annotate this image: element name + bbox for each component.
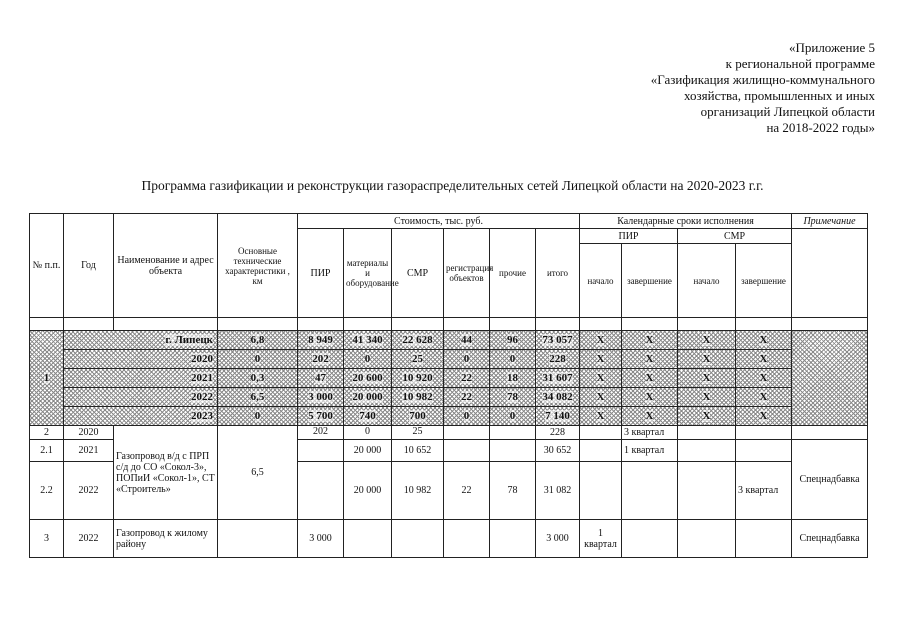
summary-row — [30, 369, 868, 388]
table-row — [30, 426, 868, 440]
summary-label: г. Липецк — [64, 331, 218, 350]
blank-cell — [536, 318, 580, 331]
row-num: 2.2 — [30, 462, 64, 520]
cell-registration — [444, 440, 490, 462]
header-pir-finish: завершение — [622, 244, 678, 318]
header-year: Год — [64, 214, 114, 318]
header-pir-start: начало — [580, 244, 622, 318]
summary-row — [30, 350, 868, 369]
header-smr: СМР — [392, 229, 444, 318]
cell-pir-finish — [622, 520, 678, 558]
header-calendar: Календарные сроки исполнения — [580, 214, 792, 229]
cell-materials: 20 000 — [344, 462, 392, 520]
cell-smr: 10 982 — [392, 462, 444, 520]
summary-other: 18 — [490, 369, 536, 388]
header-note: Примечание — [792, 214, 868, 229]
summary-smr: 10 982 — [392, 388, 444, 407]
summary-other: 0 — [490, 350, 536, 369]
cell-smr-finish: 3 квартал — [736, 462, 792, 520]
summary-smr: 22 628 — [392, 331, 444, 350]
header-cost: Стоимость, тыс. руб. — [298, 214, 580, 229]
summary-label: 2021 — [64, 369, 218, 388]
row-year: 2022 — [64, 462, 114, 520]
cell-pir-finish: 3 квартал — [622, 426, 678, 440]
header-other: прочие — [490, 229, 536, 318]
summary-smr-finish: X — [736, 331, 792, 350]
summary-smr-finish: X — [736, 388, 792, 407]
summary-pir-start: X — [580, 331, 622, 350]
cell-note: Спецнадбавка — [792, 520, 868, 558]
summary-pir: 202 — [298, 350, 344, 369]
blank-cell — [490, 318, 536, 331]
summary-label: 2022 — [64, 388, 218, 407]
summary-registration: 22 — [444, 369, 490, 388]
summary-total: 34 082 — [536, 388, 580, 407]
cell-registration — [444, 426, 490, 440]
blank-cell — [64, 318, 114, 331]
row-num: 3 — [30, 520, 64, 558]
summary-smr-start: X — [678, 331, 736, 350]
row-num: 2.1 — [30, 440, 64, 462]
object-name: Газопровод к жилому району — [114, 520, 218, 558]
summary-other: 96 — [490, 331, 536, 350]
summary-total: 7 140 — [536, 407, 580, 426]
document-title: Программа газификации и реконструкции газораспределительных сетей Липецкой области на 2020-2023 г.г. — [141, 178, 764, 193]
header-name: Наименование и адрес объекта — [114, 214, 218, 318]
appendix-line: на 2018-2022 годы» — [766, 120, 875, 135]
blank-cell — [792, 318, 868, 331]
cell-pir — [298, 462, 344, 520]
summary-num: 1 — [30, 331, 64, 426]
blank-cell — [678, 318, 736, 331]
appendix-line: «Газификация жилищно-коммунального — [650, 72, 875, 87]
header-calendar-smr: СМР — [678, 229, 792, 244]
summary-label: 2023 — [64, 407, 218, 426]
summary-char: 0 — [218, 407, 298, 426]
cell-pir: 202 — [298, 426, 344, 440]
cell-pir: 3 000 — [298, 520, 344, 558]
cell-smr-start — [678, 520, 736, 558]
summary-pir: 5 700 — [298, 407, 344, 426]
summary-row — [30, 407, 868, 426]
summary-pir-start: X — [580, 350, 622, 369]
summary-smr-finish: X — [736, 369, 792, 388]
row-year: 2022 — [64, 520, 114, 558]
summary-smr-finish: X — [736, 407, 792, 426]
blank-cell — [298, 318, 344, 331]
cell-registration — [444, 520, 490, 558]
summary-label: 2020 — [64, 350, 218, 369]
header-smr-start: начало — [678, 244, 736, 318]
cell-materials: 0 — [344, 426, 392, 440]
cell-pir-finish: 1 квартал — [622, 440, 678, 462]
summary-pir-start: X — [580, 369, 622, 388]
header-registration: регистрация объектов — [444, 229, 490, 318]
blank-cell — [444, 318, 490, 331]
cell-pir-start — [580, 426, 622, 440]
summary-total: 31 607 — [536, 369, 580, 388]
summary-other: 0 — [490, 407, 536, 426]
cell-smr-finish — [736, 426, 792, 440]
summary-smr-start: X — [678, 369, 736, 388]
summary-note — [792, 331, 868, 426]
summary-pir-finish: X — [622, 369, 678, 388]
row-num: 2 — [30, 426, 64, 440]
blank-cell — [622, 318, 678, 331]
summary-materials: 20 600 — [344, 369, 392, 388]
blank-cell — [30, 318, 64, 331]
appendix-line: организаций Липецкой области — [700, 104, 875, 119]
summary-smr-start: X — [678, 350, 736, 369]
summary-total: 73 057 — [536, 331, 580, 350]
row-year: 2021 — [64, 440, 114, 462]
summary-registration: 44 — [444, 331, 490, 350]
summary-char: 0,3 — [218, 369, 298, 388]
cell-smr: 25 — [392, 426, 444, 440]
summary-char: 6,5 — [218, 388, 298, 407]
cell-smr-finish — [736, 440, 792, 462]
summary-registration: 0 — [444, 350, 490, 369]
appendix-line: «Приложение 5 — [788, 40, 875, 55]
cell-total: 228 — [536, 426, 580, 440]
summary-smr-start: X — [678, 407, 736, 426]
summary-registration: 22 — [444, 388, 490, 407]
header-smr-finish: завершение — [736, 244, 792, 318]
summary-row — [30, 331, 868, 350]
summary-smr-finish: X — [736, 350, 792, 369]
blank-cell — [114, 318, 218, 331]
object-characteristics: 6,5 — [218, 426, 298, 520]
blank-cell — [736, 318, 792, 331]
appendix-line: хозяйства, промышленных и иных — [684, 88, 875, 103]
blank-cell — [344, 318, 392, 331]
appendix-note — [651, 40, 875, 136]
header-num: № п.п. — [30, 214, 64, 318]
summary-pir-finish: X — [622, 350, 678, 369]
cell-registration: 22 — [444, 462, 490, 520]
cell-total: 30 652 — [536, 440, 580, 462]
cell-pir-finish — [622, 462, 678, 520]
summary-pir-finish: X — [622, 388, 678, 407]
summary-smr-start: X — [678, 388, 736, 407]
header-pir: ПИР — [298, 229, 344, 318]
blank-cell — [580, 318, 622, 331]
cell-other — [490, 426, 536, 440]
header-note-blank — [792, 229, 868, 318]
object-name: Газопровод в/д с ПРП с/д до СО «Сокол-3», ПОПиИ «Сокол-1», СТ «Строитель» — [114, 426, 218, 520]
cell-smr-start — [678, 426, 736, 440]
blank-cell — [392, 318, 444, 331]
cell-pir-start — [580, 440, 622, 462]
summary-pir: 3 000 — [298, 388, 344, 407]
cell-smr: 10 652 — [392, 440, 444, 462]
summary-pir-finish: X — [622, 407, 678, 426]
summary-pir-start: X — [580, 407, 622, 426]
row-year: 2020 — [64, 426, 114, 440]
summary-smr: 25 — [392, 350, 444, 369]
cell-smr-finish — [736, 520, 792, 558]
summary-materials: 0 — [344, 350, 392, 369]
summary-pir-start: X — [580, 388, 622, 407]
summary-pir: 47 — [298, 369, 344, 388]
gasification-table — [29, 213, 868, 558]
summary-pir-finish: X — [622, 331, 678, 350]
cell-pir-start: 1 квартал — [580, 520, 622, 558]
summary-materials: 20 000 — [344, 388, 392, 407]
header-total: итого — [536, 229, 580, 318]
cell-smr-start — [678, 462, 736, 520]
cell-pir-start — [580, 462, 622, 520]
cell-other — [490, 520, 536, 558]
header-calendar-pir: ПИР — [580, 229, 678, 244]
cell-smr — [392, 520, 444, 558]
cell-note — [792, 426, 868, 440]
cell-materials — [344, 520, 392, 558]
appendix-line: к региональной программе — [725, 56, 875, 71]
cell-materials: 20 000 — [344, 440, 392, 462]
cell-note: Спецнадбавка — [792, 440, 868, 520]
summary-smr: 700 — [392, 407, 444, 426]
summary-char: 0 — [218, 350, 298, 369]
cell-other: 78 — [490, 462, 536, 520]
summary-other: 78 — [490, 388, 536, 407]
cell-total: 31 082 — [536, 462, 580, 520]
cell-smr-start — [678, 440, 736, 462]
table-row — [30, 520, 868, 558]
header-materials: материалы и оборудование — [344, 229, 392, 318]
header-main-characteristics: Основные технические характеристики , км — [218, 214, 298, 318]
summary-row — [30, 388, 868, 407]
cell-pir — [298, 440, 344, 462]
summary-char: 6,8 — [218, 331, 298, 350]
summary-materials: 740 — [344, 407, 392, 426]
cell-other — [490, 440, 536, 462]
cell-total: 3 000 — [536, 520, 580, 558]
summary-smr: 10 920 — [392, 369, 444, 388]
summary-registration: 0 — [444, 407, 490, 426]
object-characteristics — [218, 520, 298, 558]
summary-total: 228 — [536, 350, 580, 369]
summary-pir: 8 949 — [298, 331, 344, 350]
blank-cell — [218, 318, 298, 331]
summary-materials: 41 340 — [344, 331, 392, 350]
